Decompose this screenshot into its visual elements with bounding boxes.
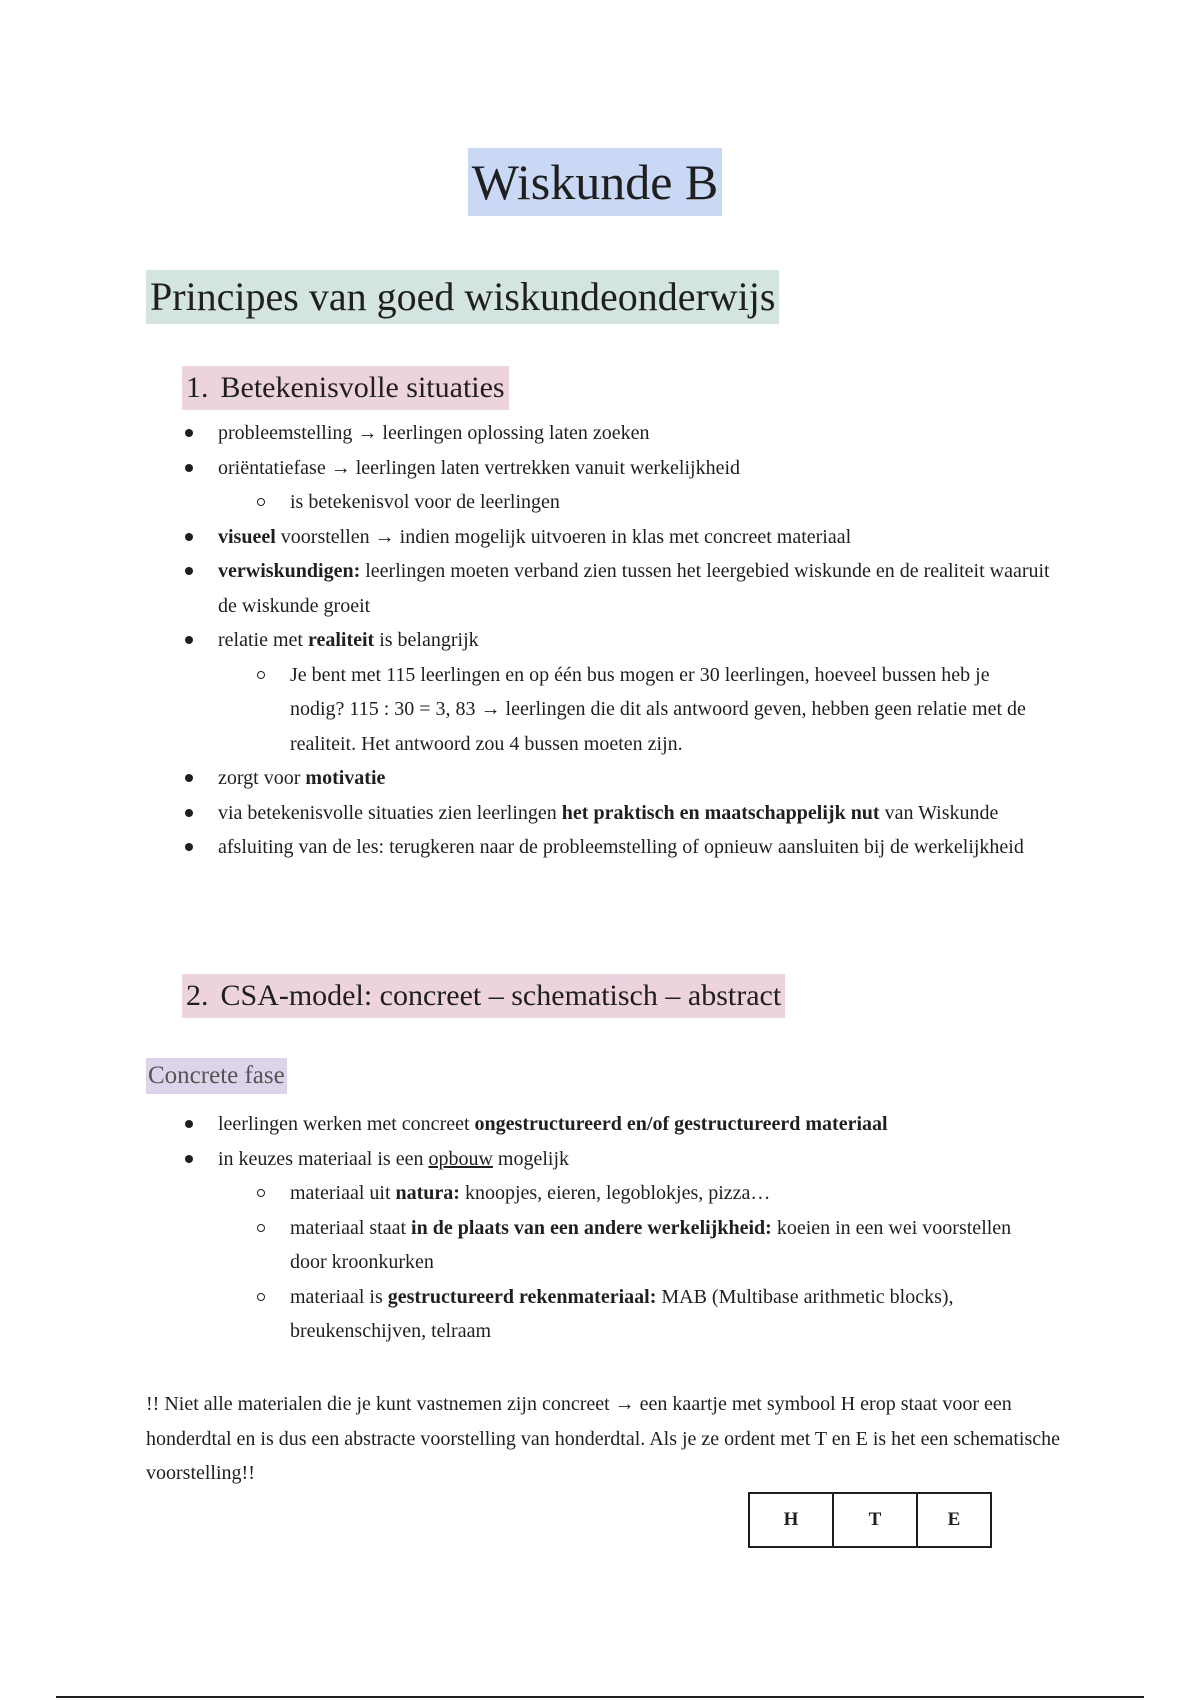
sub-list-item: materiaal is gestructureerd rekenmateriaal: MAB (Multibase arithmetic blocks), breukenschijven, telraam (0, 1280, 1200, 1349)
bottom-divider (56, 1696, 1144, 1698)
title-wrapper (0, 148, 1200, 216)
list-item: leerlingen werken met concreet ongestructureerd en/of gestructureerd materiaal (0, 1107, 1200, 1142)
hte-cell-t: T (834, 1494, 918, 1546)
section-2-number: 2. (186, 979, 209, 1012)
list-item: probleemstelling → leerlingen oplossing laten zoeken (0, 416, 1200, 451)
section-2-title: CSA-model: concreet – schematisch – abstract (220, 979, 782, 1012)
hte-table (748, 1492, 992, 1548)
section-1-heading (182, 366, 509, 410)
list-item: zorgt voor motivatie (0, 761, 1200, 796)
section-2-heading (182, 974, 785, 1018)
list-item: in keuzes materiaal is een opbouw mogelijk (0, 1142, 1200, 1177)
list-item: via betekenisvolle situaties zien leerlingen het praktisch en maatschappelijk nut van Wiskunde (0, 796, 1200, 831)
main-heading: Principes van goed wiskundeonderwijs (146, 270, 779, 324)
sub-list-item: materiaal uit natura: knoopjes, eieren, legoblokjes, pizza… (0, 1176, 1200, 1211)
list-item: afsluiting van de les: terugkeren naar de probleemstelling of opnieuw aansluiten bij de werkelijkheid (0, 830, 1200, 865)
list-item: oriëntatiefase → leerlingen laten vertrekken vanuit werkelijkheid (0, 451, 1200, 486)
section-1-title: Betekenisvolle situaties (220, 371, 505, 404)
section-1-number: 1. (186, 371, 209, 404)
sub-list-item: Je bent met 115 leerlingen en op één bus mogen er 30 leerlingen, hoeveel bussen heb je nodig? 115 : 30 = 3, 83 → leerlingen die dit als antwoord geven, hebben geen relatie met de realiteit. Het antwoord zou 4 bussen moeten zijn. (0, 658, 1200, 762)
section-1-list (0, 416, 1200, 865)
sub-list-item: materiaal staat in de plaats van een andere werkelijkheid: koeien in een wei voorstellen door kroonkurken (0, 1211, 1200, 1280)
list-item: verwiskundigen: leerlingen moeten verband zien tussen het leergebied wiskunde en de realiteit waaruit de wiskunde groeit (0, 554, 1200, 623)
list-item: visueel voorstellen → indien mogelijk uitvoeren in klas met concreet materiaal (0, 520, 1200, 555)
hte-cell-h: H (750, 1494, 834, 1546)
subsection-heading: Concrete fase (146, 1058, 287, 1094)
hte-cell-e: E (947, 1509, 961, 1530)
note-paragraph: !! Niet alle materialen die je kunt vastnemen zijn concreet → een kaartje met symbool H erop staat voor een honderdtal en is dus een abstracte voorstelling van honderdtal. Als je ze ordent met T en E is het een schematische voorstelling!! (146, 1393, 1060, 1484)
sub-list-item: is betekenisvol voor de leerlingen (0, 485, 1200, 520)
concrete-fase-list (0, 1107, 1200, 1349)
document-title: Wiskunde B (468, 148, 723, 216)
list-item: relatie met realiteit is belangrijk (0, 623, 1200, 658)
